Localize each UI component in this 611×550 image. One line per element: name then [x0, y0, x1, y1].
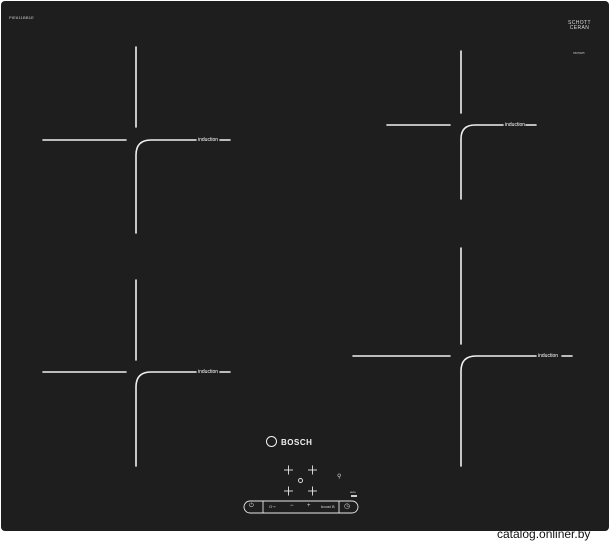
indicator-label: auto	[350, 490, 356, 494]
timer-button[interactable]: ◷	[344, 503, 351, 510]
badge-line-2: CERAN	[569, 25, 590, 31]
zone-2-label: induction	[505, 122, 526, 128]
zone-3-label: induction	[198, 369, 219, 375]
brand-name: BOSCH	[281, 438, 313, 447]
boost-label[interactable]: boost	[321, 504, 331, 509]
zone-4-label: induction	[538, 353, 559, 359]
power-button[interactable]: ⏻	[249, 503, 254, 509]
cooktop-panel	[1, 1, 609, 531]
zone-1-label: induction	[198, 137, 219, 143]
badge-subtext: 6805985	[573, 51, 585, 55]
watermark-text: catalog.onliner.by	[497, 527, 591, 541]
plus-button[interactable]: +	[307, 503, 311, 509]
indicator-light	[351, 495, 357, 497]
badge-line-1: SCHOTT	[568, 20, 591, 26]
key-lock-button[interactable]: O⊸	[269, 504, 276, 509]
bosch-logo-icon	[266, 436, 277, 447]
zone-select-keys	[284, 466, 317, 496]
boost-icon[interactable]: B	[332, 504, 335, 509]
child-lock-icon[interactable]: ⚲	[337, 474, 342, 480]
model-code: PIE611BB1E	[9, 15, 35, 20]
ceran-badge	[568, 21, 591, 31]
minus-button[interactable]: −	[290, 503, 294, 509]
cooktop-markings	[1, 1, 609, 531]
control-bar	[244, 501, 358, 513]
